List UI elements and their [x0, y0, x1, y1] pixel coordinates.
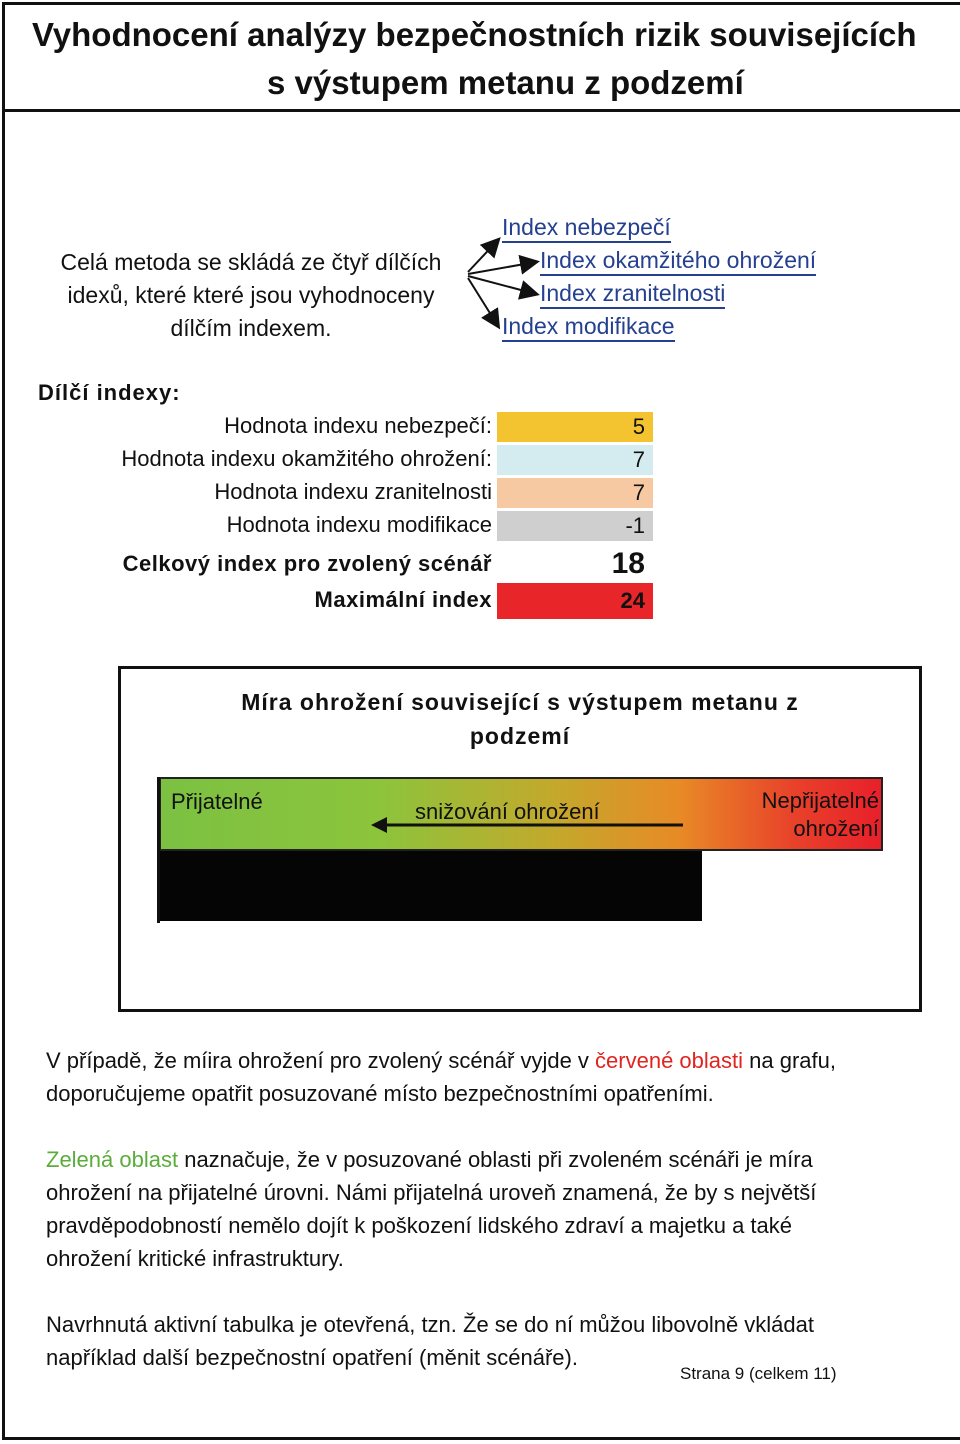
- gauge-axis: [157, 777, 160, 923]
- unacceptable-label-line1: Nepřijatelné: [761, 788, 879, 813]
- text-span: na grafu,: [743, 1048, 836, 1073]
- intro-line: idexů, které které jsou vyhodnoceny: [67, 282, 435, 308]
- row-label-zranitelnosti: Hodnota indexu zranitelnosti: [214, 479, 492, 504]
- total-index-value: 18: [611, 547, 645, 580]
- paragraph-line: Navrhnutá aktivní tabulka je otevřená, tzn. Že se do ní můžou libovolně vkládat: [46, 1312, 814, 1337]
- row-label-okamziteho: Hodnota indexu okamžitého ohrožení:: [121, 446, 492, 471]
- max-index-value: 24: [497, 583, 653, 619]
- green-area-text: Zelená oblast: [46, 1147, 179, 1172]
- reduction-label: snižování ohrožení: [415, 799, 600, 824]
- arrow-to-index-okamziteho: [468, 262, 536, 274]
- index-label-nebezpeci: Index nebezpečí: [502, 214, 671, 243]
- intro-line: dílčím indexem.: [170, 315, 332, 341]
- gauge-box: [118, 666, 922, 1012]
- row-label-nebezpeci: Hodnota indexu nebezpečí:: [224, 413, 492, 438]
- arrow-to-index-nebezpeci: [468, 240, 498, 272]
- unacceptable-label-line2: ohrožení: [793, 816, 879, 841]
- paragraph-line: ohrožení kritické infrastruktury.: [46, 1246, 344, 1271]
- paragraph-line: doporučujeme opatřit posuzované místo bezpečnostními opatřeními.: [46, 1081, 714, 1106]
- row-value-okamziteho: 7: [497, 445, 653, 475]
- reduction-arrow-icon: [369, 815, 689, 835]
- gauge-title-line1: Míra ohrožení související s výstupem metanu z: [241, 689, 799, 715]
- text-span: V případě, že míira ohrožení pro zvolený scénář vyjde v: [46, 1048, 596, 1073]
- arrow-to-index-zranitelnosti: [468, 276, 536, 294]
- row-value-nebezpeci: 5: [497, 412, 653, 442]
- max-index-label: Maximální index: [314, 587, 492, 612]
- page-title-line2: s výstupem metanu z podzemí: [267, 64, 744, 101]
- gauge-title-line2: podzemí: [469, 723, 571, 749]
- text-span: naznačuje, že v posuzované oblasti při zvoleném scénáři je míra: [178, 1147, 813, 1172]
- row-label-modifikace: Hodnota indexu modifikace: [226, 512, 492, 537]
- acceptable-label: Přijatelné: [171, 789, 263, 814]
- row-value-zranitelnosti: 7: [497, 478, 653, 508]
- row-value-modifikace: -1: [497, 511, 653, 541]
- paragraph-line: [46, 1143, 936, 1176]
- total-index-label: Celkový index pro zvolený scénář: [122, 551, 492, 576]
- arrow-to-index-modifikace: [468, 278, 498, 326]
- red-area-text: červené oblasti: [595, 1048, 744, 1073]
- gauge-title: [121, 685, 919, 753]
- paragraph-line: [46, 1044, 936, 1077]
- intro-line: Celá metoda se skládá ze čtyř dílčích: [60, 249, 442, 275]
- paragraph-line: například další bezpečnostní opatření (měnit scénáře).: [46, 1345, 578, 1370]
- page-title-line1: Vyhodnocení analýzy bezpečnostních rizik souvisejících: [32, 16, 917, 53]
- paragraph-line: ohrožení na přijatelné úrovni. Námi přijatelná uroveň znamená, že by s největší: [46, 1180, 817, 1205]
- index-label-zranitelnosti: Index zranitelnosti: [540, 280, 725, 309]
- paragraph-green-area: [46, 1143, 936, 1275]
- paragraph-red-area: [46, 1044, 936, 1110]
- page-number: Strana 9 (celkem 11): [680, 1364, 837, 1383]
- index-label-okamziteho: Index okamžitého ohrožení: [540, 247, 816, 276]
- index-label-modifikace: Index modifikace: [502, 313, 675, 342]
- subindexes-heading: Dílčí indexy:: [38, 380, 181, 405]
- risk-level-bar: [159, 851, 702, 921]
- paragraph-line: pravděpodobností nemělo dojít k poškození lidského zdraví a majetku a také: [46, 1213, 793, 1238]
- unacceptable-label: [743, 787, 879, 843]
- intro-text: [36, 246, 466, 345]
- title-box: [2, 2, 960, 112]
